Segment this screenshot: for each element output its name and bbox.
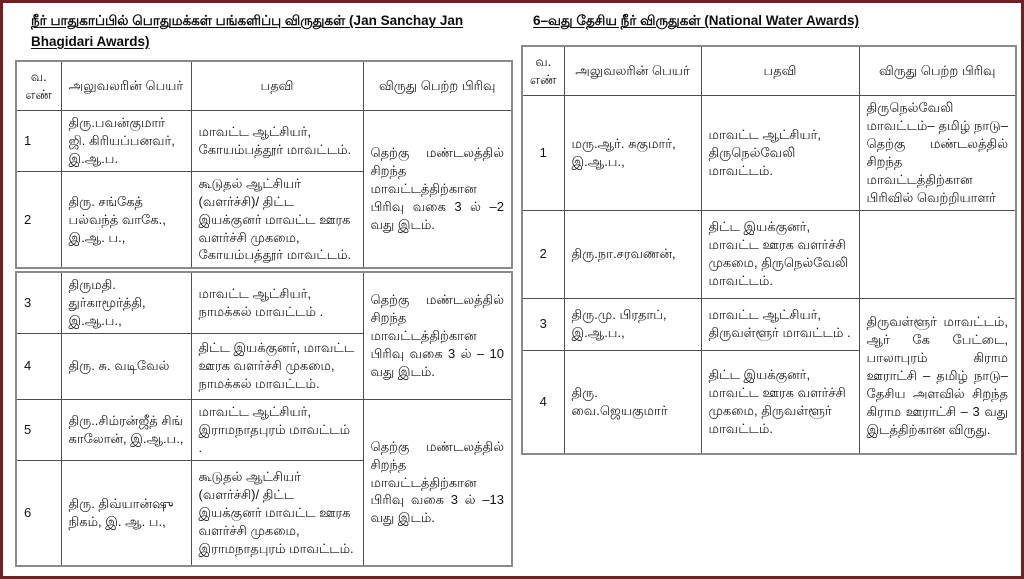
col-header-officer-name: அலுவலரின் பெயர் — [564, 46, 701, 95]
serial-cell: 5 — [16, 399, 61, 460]
award-cell-rows-5-6: தெற்கு மண்டலத்தில் சிறந்த மாவட்டத்திற்கான பிரிவு வகை 3 ல் –13 வது இடம். — [363, 399, 512, 566]
table-row — [522, 95, 1016, 210]
table-row — [522, 210, 1016, 298]
designation-cell: மாவட்ட ஆட்சியர், திருவள்ளூர் மாவட்டம் . — [701, 298, 859, 350]
officer-name-cell: திரு.மு. பிரதாப், இ.ஆ.ப., — [564, 298, 701, 350]
officer-name-cell: திரு. சங்கேத் பல்வந்த் வாகே., இ.ஆ. ப., — [61, 171, 191, 268]
header-row — [522, 46, 1016, 95]
col-header-serial: வ. எண் — [522, 46, 564, 95]
designation-cell: கூடுதல் ஆட்சியர் (வளர்ச்சி)/ திட்ட இயக்குனர் மாவட்ட ஊரக வளர்ச்சி முகமை, கோயம்பத்தூர் மாவட்டம். — [191, 171, 363, 268]
serial-cell: 1 — [16, 110, 61, 171]
table-row — [16, 110, 512, 171]
officer-name-cell: திரு.நா.சரவணன், — [564, 210, 701, 298]
jan-sanchay-table-upper — [15, 60, 513, 269]
officer-name-cell: திரு.பவன்குமார் ஜி. கிரியப்பனவர், இ.ஆ.ப. — [61, 110, 191, 171]
header-row — [16, 61, 512, 110]
col-header-officer-name: அலுவலரின் பெயர் — [61, 61, 191, 110]
officer-name-cell: திரு. திவ்யான்ஷு நிகம், இ. ஆ. ப., — [61, 460, 191, 566]
serial-cell: 4 — [16, 333, 61, 399]
serial-cell: 3 — [522, 298, 564, 350]
serial-cell: 6 — [16, 460, 61, 566]
designation-cell: மாவட்ட ஆட்சியர், நாமக்கல் மாவட்டம் . — [191, 272, 363, 333]
col-header-award-category: விருது பெற்ற பிரிவு — [363, 61, 512, 110]
serial-cell: 1 — [522, 95, 564, 210]
officer-name-cell: திருமதி. துர்காமூர்த்தி, இ.ஆ.ப., — [61, 272, 191, 333]
officer-name-cell: திரு. சு. வடிவேல் — [61, 333, 191, 399]
award-cell-rows-1-2: தெற்கு மண்டலத்தில் சிறந்த மாவட்டத்திற்கான பிரிவு வகை 3 ல் –2 வது இடம். — [363, 110, 512, 268]
designation-cell: திட்ட இயக்குனர், மாவட்ட ஊரக வளர்ச்சி முகமை, நாமக்கல் மாவட்டம். — [191, 333, 363, 399]
award-cell-rows-3-4: திருவள்ளூர் மாவட்டம், ஆர் கே பேட்டை, பாலாபுரம் கிராம ஊராட்சி – தமிழ் நாடு– தேசிய அளவில் சிறந்த கிராம ஊராட்சி – 3 வது இடத்திற்கான விருது. — [859, 298, 1016, 454]
designation-cell: மாவட்ட ஆட்சியர், கோயம்பத்தூர் மாவட்டம். — [191, 110, 363, 171]
table-row — [16, 272, 512, 333]
col-header-designation: பதவி — [701, 46, 859, 95]
serial-cell: 2 — [16, 171, 61, 268]
designation-cell: திட்ட இயக்குனர், மாவட்ட ஊரக வளர்ச்சி முகமை, திருவள்ளூர் மாவட்டம். — [701, 350, 859, 454]
award-cell-row-1: திருநெல்வேலி மாவட்டம்– தமிழ் நாடு– தெற்கு மண்டலத்தில் சிறந்த மாவட்டத்திற்கான பிரிவில் வெற்றியாளர் — [859, 95, 1016, 210]
serial-cell: 4 — [522, 350, 564, 454]
col-header-designation: பதவி — [191, 61, 363, 110]
col-header-award-category: விருது பெற்ற பிரிவு — [859, 46, 1016, 95]
serial-cell: 3 — [16, 272, 61, 333]
national-water-awards-table — [521, 45, 1017, 455]
officer-name-cell: திரு..சிம்ரன்ஜீத் சிங் காலோன், இ.ஆ.ப., — [61, 399, 191, 460]
col-header-serial: வ. எண் — [16, 61, 61, 110]
officer-name-cell: திரு. வை.ஜெயகுமார் — [564, 350, 701, 454]
officer-name-cell: மரு.ஆர். சுகுமார், இ.ஆ.ப., — [564, 95, 701, 210]
designation-cell: திட்ட இயக்குனர், மாவட்ட ஊரக வளர்ச்சி முகமை, திருநெல்வேலி மாவட்டம். — [701, 210, 859, 298]
jan-sanchay-table-lower — [15, 271, 513, 567]
serial-cell: 2 — [522, 210, 564, 298]
award-cell-row-2-empty — [859, 210, 1016, 298]
section-title-jan-sanchay: நீர் பாதுகாப்பில் பொதுமக்கள் பங்களிப்பு விருதுகள் (Jan Sanchay Jan Bhagidari Awards) — [31, 13, 464, 49]
table-row — [522, 298, 1016, 350]
table-row — [16, 399, 512, 460]
section-title-national-water: 6–வது தேசிய நீர் விருதுகள் (National Water Awards) — [533, 13, 860, 28]
designation-cell: மாவட்ட ஆட்சியர், திருநெல்வேலி மாவட்டம். — [701, 95, 859, 210]
designation-cell: கூடுதல் ஆட்சியர் (வளர்ச்சி)/ திட்ட இயக்குனர் மாவட்ட ஊரக வளர்ச்சி முகமை, இராமநாதபுரம் மாவட்டம். — [191, 460, 363, 566]
award-cell-rows-3-4: தெற்கு மண்டலத்தில் சிறந்த மாவட்டத்திற்கான பிரிவு வகை 3 ல் – 10 வது இடம். — [363, 272, 512, 399]
designation-cell: மாவட்ட ஆட்சியர், இராமநாதபுரம் மாவட்டம் . — [191, 399, 363, 460]
